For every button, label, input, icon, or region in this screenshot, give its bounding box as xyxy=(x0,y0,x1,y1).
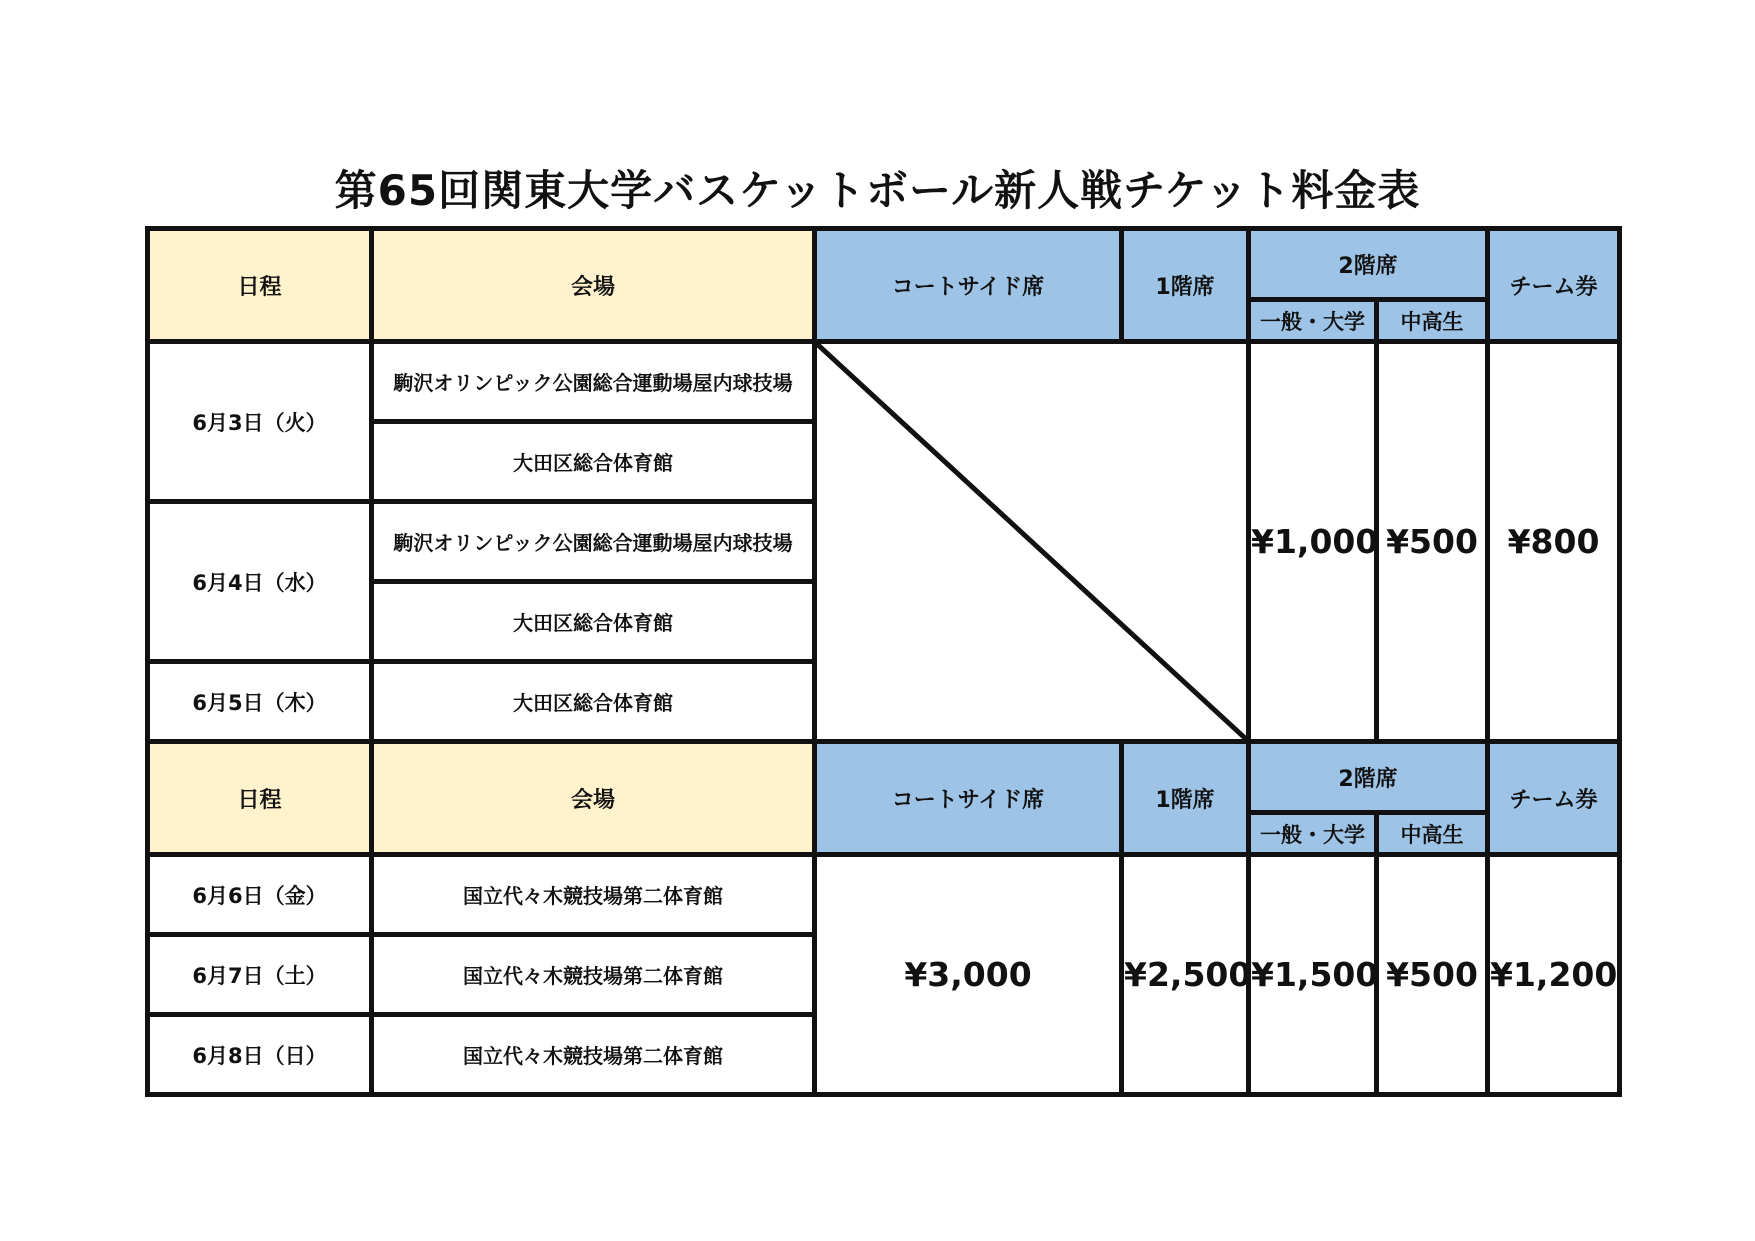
header-floor2-general: 一般・大学 xyxy=(1249,813,1377,855)
venue-cell: 国立代々木競技場第二体育館 xyxy=(372,935,815,1015)
date-cell: 6月5日（木） xyxy=(148,662,372,742)
venue-cell: 大田区総合体育館 xyxy=(372,422,815,502)
header-team: チーム券 xyxy=(1488,742,1620,855)
venue-cell: 大田区総合体育館 xyxy=(372,582,815,662)
venue-cell: 国立代々木競技場第二体育館 xyxy=(372,855,815,935)
header-venue: 会場 xyxy=(372,742,815,855)
venue-cell: 大田区総合体育館 xyxy=(372,662,815,742)
date-cell: 6月8日（日） xyxy=(148,1015,372,1095)
date-cell: 6月3日（火） xyxy=(148,342,372,502)
header-team: チーム券 xyxy=(1488,229,1620,342)
venue-cell: 駒沢オリンピック公園総合運動場屋内球技場 xyxy=(372,342,815,422)
date-cell: 6月7日（土） xyxy=(148,935,372,1015)
price-floor1: ¥2,500 xyxy=(1122,855,1249,1095)
header-floor2-student: 中高生 xyxy=(1377,300,1488,342)
diagonal-slash xyxy=(817,344,1246,739)
header-floor1: 1階席 xyxy=(1122,229,1249,342)
price-floor2-general: ¥1,500 xyxy=(1249,855,1377,1095)
header-date: 日程 xyxy=(148,742,372,855)
price-courtside: ¥3,000 xyxy=(815,855,1122,1095)
header-floor1: 1階席 xyxy=(1122,742,1249,855)
header-courtside: コートサイド席 xyxy=(815,742,1122,855)
venue-cell: 国立代々木競技場第二体育館 xyxy=(372,1015,815,1095)
price-floor2-student: ¥500 xyxy=(1377,855,1488,1095)
price-team: ¥800 xyxy=(1488,342,1620,742)
date-cell: 6月6日（金） xyxy=(148,855,372,935)
header-floor2-student: 中高生 xyxy=(1377,813,1488,855)
header-venue: 会場 xyxy=(372,229,815,342)
header-floor2-general: 一般・大学 xyxy=(1249,300,1377,342)
not-available-cell xyxy=(815,342,1249,742)
header-date: 日程 xyxy=(148,229,372,342)
price-floor2-general: ¥1,000 xyxy=(1249,342,1377,742)
price-team: ¥1,200 xyxy=(1488,855,1620,1095)
page-title: 第65回関東大学バスケットボール新人戦チケット料金表 xyxy=(334,166,1421,215)
header-floor2: 2階席 xyxy=(1249,742,1488,813)
ticket-fee-table xyxy=(145,226,1622,1097)
date-cell: 6月4日（水） xyxy=(148,502,372,662)
venue-cell: 駒沢オリンピック公園総合運動場屋内球技場 xyxy=(372,502,815,582)
price-floor2-student: ¥500 xyxy=(1377,342,1488,742)
header-courtside: コートサイド席 xyxy=(815,229,1122,342)
header-floor2: 2階席 xyxy=(1249,229,1488,300)
